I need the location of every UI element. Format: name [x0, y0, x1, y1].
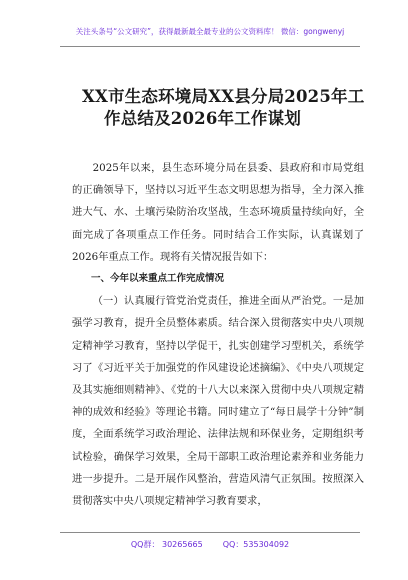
qq-number: QQ：535304092 — [222, 540, 290, 549]
page-footer — [60, 532, 360, 550]
title-line-2: 作总结及2026年工作谋划 — [104, 109, 302, 128]
page-header — [60, 14, 360, 47]
title-line-1: XX市生态环境局XX县分局2025年工 — [82, 87, 365, 106]
section-paragraph: （一）认真履行管党治党责任，推进全面从严治党。一是加强学习教育，提升全员整体素质。结合深入贯彻落实中央八项规定精神学习教育，坚持以学促干，扎实创建学习型机关，系统学习了《习近平关于加强党的作风建设论述摘编》、《中央八项规定及其实施细则精神》、《党的十八大以来深入贯彻中央八项规定精神的成效和经验》等理论书籍。同时建立了“每日晨学十分钟”制度，全面系统学习政治理论、法律法规和环保业务，定期组织考试检验，确保学习效果，全局干部职工政治理论素养和业务能力进一步提升。二是开展作风整治，营造风清气正氛围。按照深入贯彻落实中央八项规定精神学习教育要求， — [72, 295, 364, 508]
qq-group: QQ群： 30265665 — [130, 540, 203, 549]
document-body — [72, 157, 364, 512]
section-heading: 一、今年以来重点工作完成情况 — [91, 273, 225, 285]
intro-paragraph: 2025年以来，县生态环境分局在县委、县政府和市局党组的正确领导下，坚持以习近平生态文明思想为指导，全力深入推进大气、水、土壤污染防治攻坚战，生态环境质量持续向好，全面完成了各项重点工作任务。同时结合工作实际，认真谋划了2026年重点工作。现将有关情况报告如下： — [72, 162, 364, 263]
header-note: 关注头条号“公文研究”，获得最新最全最专业的公文资料库！ 微信：gongwenyj — [75, 27, 345, 36]
document-title — [82, 86, 365, 130]
